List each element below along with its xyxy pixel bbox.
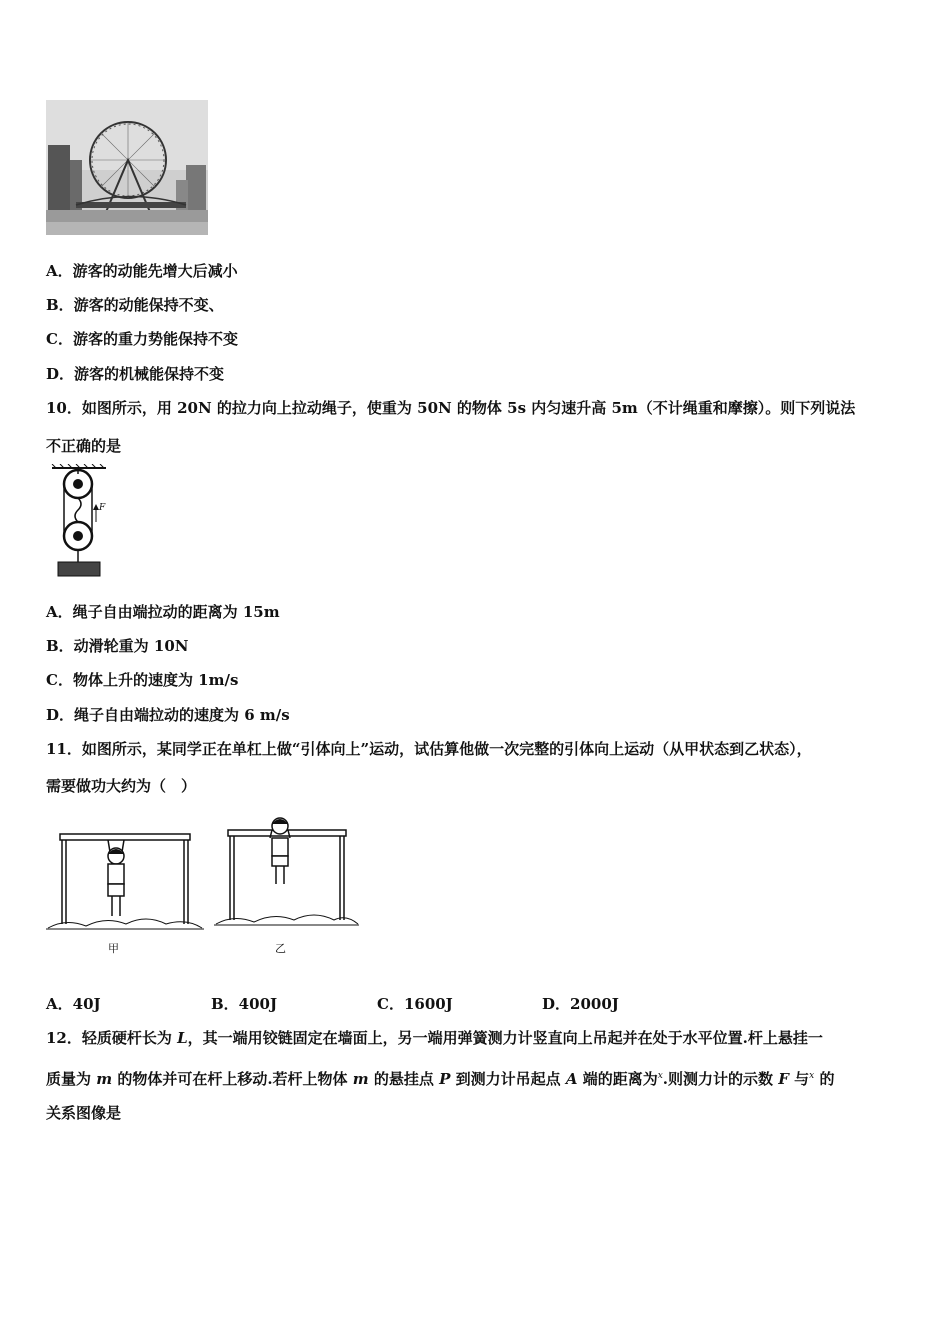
q11-option-c: C．1600J [377,995,453,1013]
q11-option-d: D．2000J [542,995,619,1013]
ferris-wheel-photo [46,100,208,235]
q10-option-c: C．物体上升的速度为 1m/s [46,671,239,689]
q10-option-b: B．动滑轮重为 10N [46,637,189,655]
q9-option-d: D．游客的机械能保持不变 [46,365,225,383]
figure-label-yi: 乙 [275,942,286,955]
q12-stem-line2: 质量为 m 的物体并可在杆上移动.若杆上物体 m 的悬挂点 P 到测力计吊起点 A 端的距离为$^x$.则测力计的示数 F 与$^x$ 的 [46,1070,835,1088]
q9-option-c: C．游客的重力势能保持不变 [46,330,238,348]
q12-stem-line1: 12．轻质硬杆长为 L，其一端用铰链固定在墙面上，另一端用弹簧测力计竖直向上吊起并在处于水平位置.杆上悬挂一 [46,1029,823,1047]
pullup-figure-jia [46,828,204,936]
q10-stem-line2: 不正确的是 [46,437,122,455]
q11-stem-line2: 需要做功大约为（ ） [46,777,197,795]
q11-option-a: A．40J [46,995,101,1013]
q11-option-b: B．400J [211,995,278,1013]
q9-option-b: B．游客的动能保持不变、 [46,296,224,314]
q10-option-d: D．绳子自由端拉动的速度为 6 m/s [46,706,290,724]
q10-stem-line1: 10．如图所示，用 20N 的拉力向上拉动绳子，使重为 50N 的物体 5s 内匀速升高 5m（不计绳重和摩擦）。则下列说法 [46,399,856,417]
q11-stem-line1: 11．如图所示，某同学正在单杠上做“引体向上”运动，试估算他做一次完整的引体向上运动（从甲状态到乙状态）， [46,740,812,758]
pulley-force-label: F [99,503,106,513]
figure-label-jia: 甲 [108,942,119,955]
pullup-figure-yi [214,816,359,934]
q10-option-a: A．绳子自由端拉动的距离为 15m [46,603,280,621]
pulley-diagram [50,464,110,584]
q12-stem-line3: 关系图像是 [46,1104,122,1122]
q9-option-a: A．游客的动能先增大后减小 [46,262,238,280]
